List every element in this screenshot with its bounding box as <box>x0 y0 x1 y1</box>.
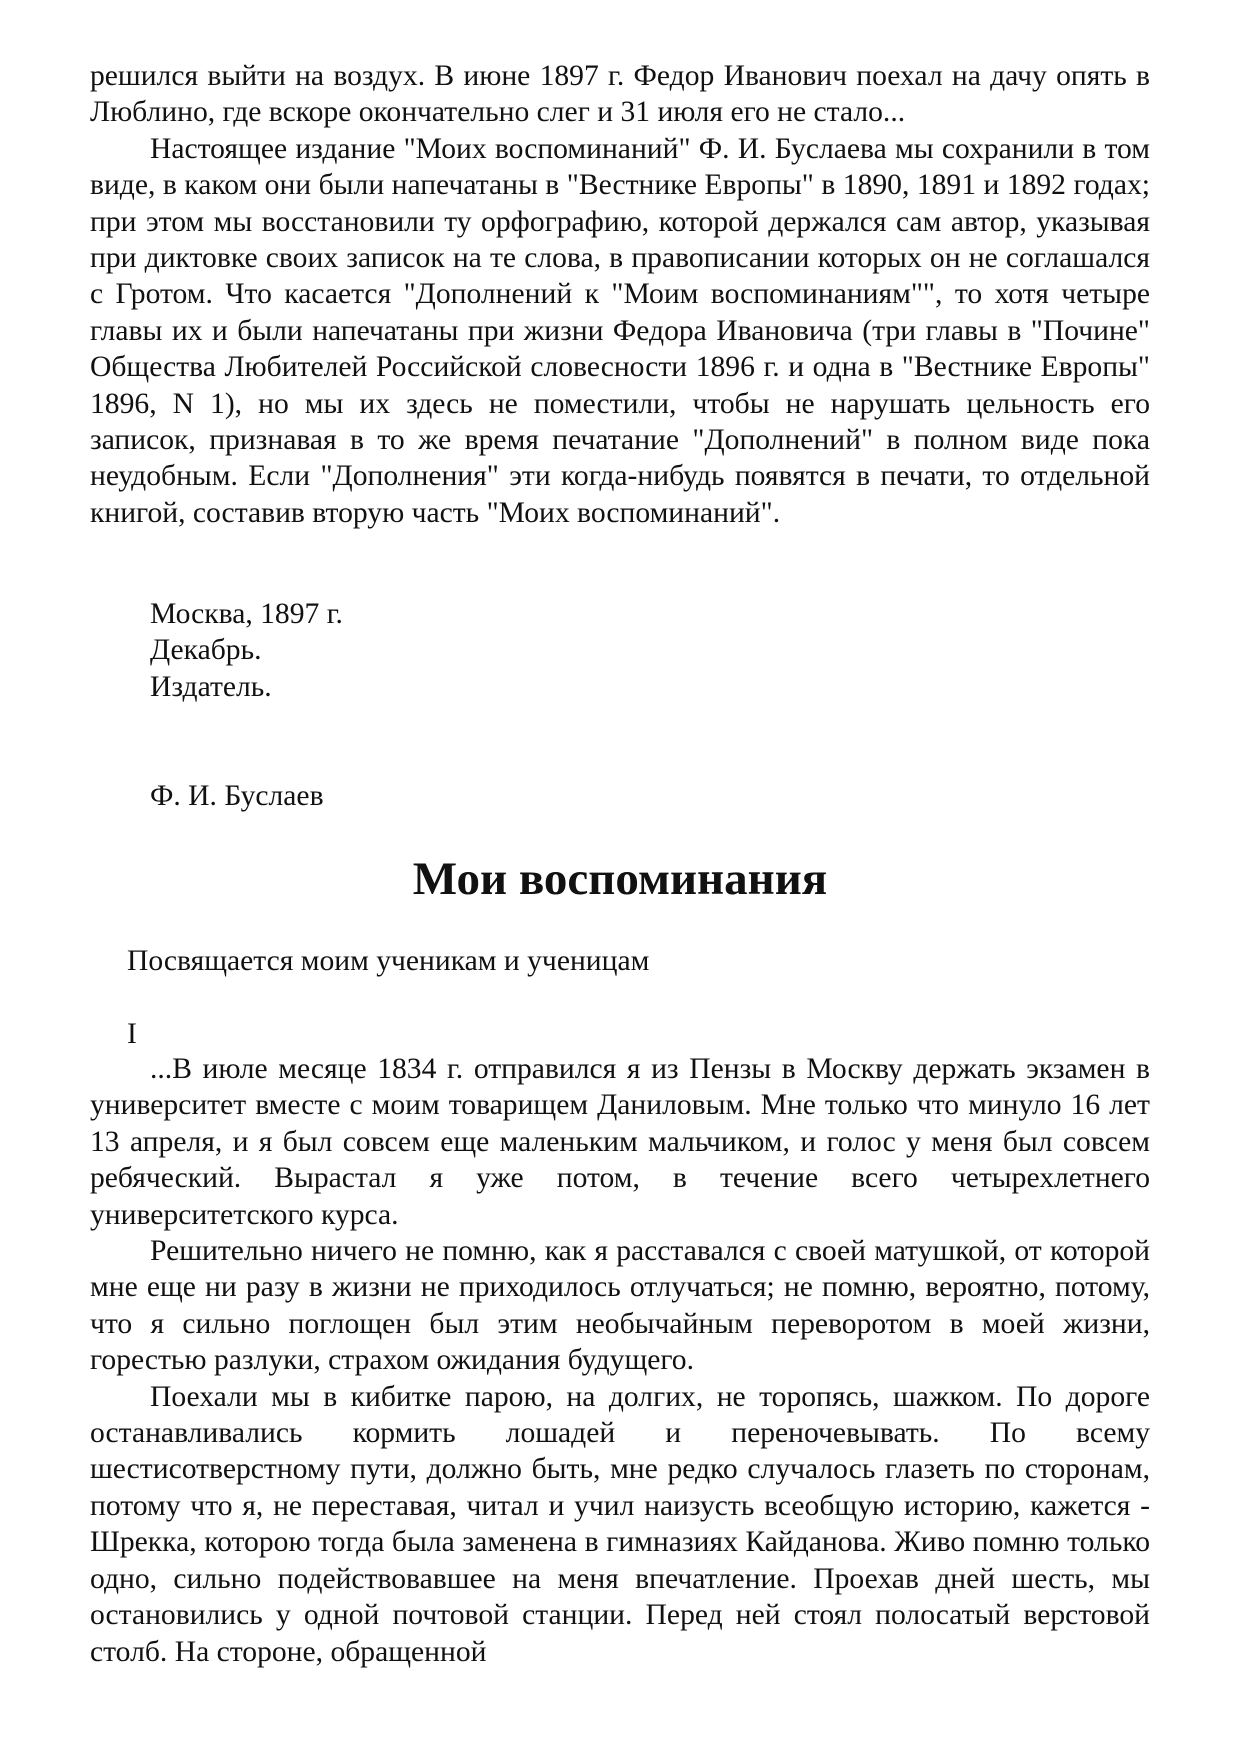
chapter-paragraph: Решительно ничего не помню, как я расставался с своей матушкой, от которой мне еще ни разу в жизни не приходилось отлучаться; не помню, вероятно, потому, что я сильно поглощен был этим необычайным переворотом в моей жизни, горестью разлуки, страхом ожидания будущего. <box>90 1235 1150 1377</box>
chapter-paragraph: ...В июле месяце 1834 г. отправился я из Пензы в Москву держать экзамен в университет вместе с моим товарищем Даниловым. Мне только что минуло 16 лет 13 апреля, и я был совсем еще маленьким мальчиком, и голос у меня был совсем ребяческий. Вырастал я уже потом, в течение всего четырехлетнего университетского курса. <box>90 1053 1150 1231</box>
dedication: Посвящается моим ученикам и ученицам <box>127 945 650 977</box>
edition-note-paragraph: Настоящее издание "Моих воспоминаний" Ф. И. Буслаева мы сохранили в том виде, в каком они были напечатаны в "Вестнике Европы" в 1890, 1891 и 1892 годах; при этом мы восстановили ту орфографию, которой держался сам автор, указывая при диктовке своих записок на те слова, в правописании которых он не соглашался с Гротом. Что касается "Дополнений к "Моим воспоминаниям"", то хотя четыре главы их и были напечатаны при жизни Федора Ивановича (три главы в "Почине" Общества Любителей Российской словесности 1896 г. и одна в "Вестнике Европы" 1896, N 1), но мы их здесь не поместили, чтобы не нарушать цельность его записок, признавая в то же время печатание "Дополнений" в полном виде пока неудобным. Если "Дополнения" эти когда-нибудь появятся в печати, то отдельной книгой, составив вторую часть "Моих воспоминаний". <box>90 132 1150 529</box>
publisher-signoff <box>150 596 750 705</box>
signoff-month: Декабрь. <box>150 634 262 667</box>
signoff-role: Издатель. <box>150 670 272 703</box>
book-title: Мои воспоминания <box>412 853 828 905</box>
author-name: Ф. И. Буслаев <box>150 780 324 812</box>
signoff-place-date: Москва, 1897 г. <box>150 598 343 630</box>
chapter-paragraph: Поехали мы в кибитке парою, на долгих, не торопясь, шажком. По дороге останавливались кормить лошадей и переночевывать. По всему шестисотверстному пути, должно быть, мне редко случалось глазеть по сторонам, потому что я, не переставая, читал и учил наизусть всеобщую историю, кажется - Шрекка, которою тогда была заменена в гимназиях Кайданова. Живо помню только одно, сильно подействовавшее на меня впечатление. Проехав дней шесть, мы остановились у одной почтовой станции. Перед ней стоял полосатый верстовой столб. На стороне, обращенной <box>90 1380 1150 1668</box>
chapter-text <box>90 1051 1150 1670</box>
preface-ending <box>90 58 1150 531</box>
chapter-numeral: I <box>127 1018 137 1050</box>
continued-paragraph: решился выйти на воздух. В июне 1897 г. Федор Иванович поехал на дачу опять в Люблино, где вскоре окончательно слег и 31 июля его не стало... <box>90 60 1150 129</box>
